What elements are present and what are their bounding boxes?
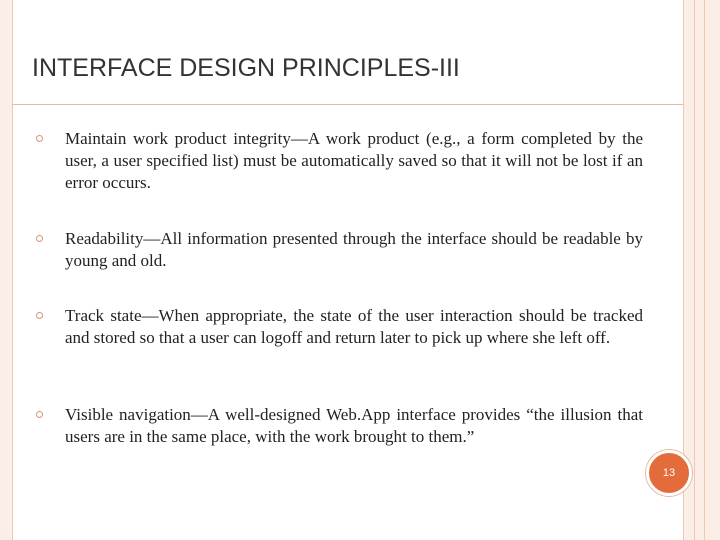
slide-title: INTERFACE DESIGN PRINCIPLES-III <box>32 54 460 82</box>
bullet-text: Maintain work product integrity—A work product (e.g., a form completed by the user, a user specified list) must be automatically saved so that it will not be lost if an error occurs. <box>65 129 643 192</box>
title-divider <box>12 104 683 105</box>
bullet-circle-icon <box>36 411 43 418</box>
bullet-circle-icon <box>36 135 43 142</box>
bullet-item <box>36 228 643 272</box>
bullet-text: Track state—When appropriate, the state of the user interaction should be tracked and stored so that a user can logoff and return later to pick up where she left off. <box>65 306 643 347</box>
page-number-badge: 13 <box>646 450 692 496</box>
bullet-circle-icon <box>36 235 43 242</box>
frame-line <box>704 0 705 540</box>
bullet-text: Readability—All information presented through the interface should be readable by young and old. <box>65 229 643 270</box>
bullet-circle-icon <box>36 312 43 319</box>
bullet-item <box>36 404 643 448</box>
frame-line <box>694 0 695 540</box>
bullet-text: Visible navigation—A well-designed Web.App interface provides “the illusion that users are in the same place, with the work brought to them.” <box>65 405 643 446</box>
bullet-item <box>36 128 643 194</box>
bullet-item <box>36 305 643 349</box>
